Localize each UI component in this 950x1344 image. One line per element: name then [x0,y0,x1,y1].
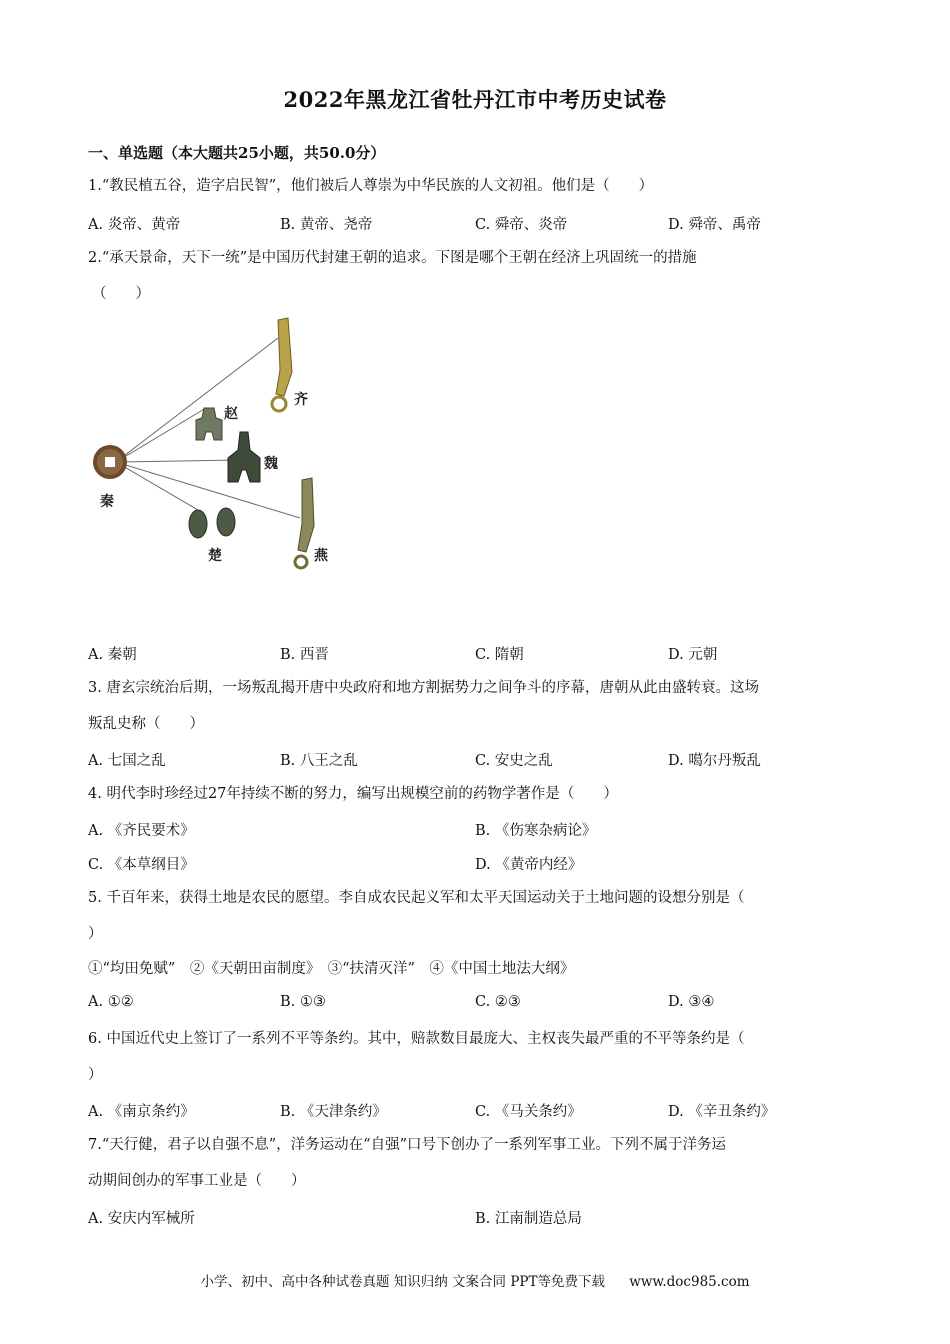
label-zhao: 赵 [224,406,238,422]
q3-option-b: B. 八王之乱 [280,753,358,769]
coin-unification-figure [88,312,358,582]
q1-option-b: B. 黄帝、尧帝 [280,217,373,233]
q4-option-d: D. 《黄帝内经》 [475,857,583,873]
q1-option-c: C. 舜帝、炎帝 [475,217,568,233]
question-4-stem: 4. 明代李时珍经过27年持续不断的努力，编写出规模空前的药物学著作是（ ） [88,786,618,802]
q6-option-a: A. 《南京条约》 [88,1104,195,1120]
footer-text: 小学、初中、高中各种试卷真题 知识归纳 文案合同 PPT等免费下载 [200,1274,605,1290]
q3-option-d: D. 噶尔丹叛乱 [668,753,761,769]
q6-option-b: B. 《天津条约》 [280,1104,387,1120]
label-wei: 魏 [264,456,278,472]
q1-option-d: D. 舜帝、禹帝 [668,217,761,233]
line-to-qi [116,338,278,462]
question-2-stem-cont: （ ） [92,286,150,302]
line-to-wei [116,460,238,462]
wei-spade-coin-icon [228,432,260,482]
q5-option-a: A. ①② [88,994,134,1010]
q5-option-c: C. ②③ [475,994,521,1010]
question-7-stem-cont: 动期间创办的军事工业是（ ） [88,1173,306,1189]
q3-option-a: A. 七国之乱 [88,753,166,769]
q3-option-c: C. 安史之乱 [475,753,553,769]
question-5-stem-cont: ） [88,926,103,942]
q2-option-c: C. 隋朝 [475,647,524,663]
question-5-items: ①“均田免赋” ②《天朝田亩制度》 ③“扶清灭洋” ④《中国土地法大纲》 [88,961,575,977]
q2-option-a: A. 秦朝 [88,647,137,663]
footer-link[interactable]: www.doc985.com [629,1274,750,1290]
label-yan: 燕 [314,548,328,564]
q7-option-b: B. 江南制造总局 [475,1211,582,1227]
question-7-stem: 7.“天行健，君子以自强不息”，洋务运动在“自强”口号下创办了一系列军事工业。下列不属于洋务运 [88,1137,726,1153]
question-1-stem: 1.“教民植五谷，造字启民智”，他们被后人尊崇为中华民族的人文初祖。他们是（ ） [88,178,654,194]
q4-option-a: A. 《齐民要术》 [88,823,195,839]
q2-option-d: D. 元朝 [668,647,718,663]
q2-option-b: B. 西晋 [280,647,329,663]
q6-option-c: C. 《马关条约》 [475,1104,582,1120]
label-qi: 齐 [294,392,308,408]
chu-yibi-coin-icon [189,508,235,538]
yan-knife-coin-icon [295,478,314,568]
qin-banliang-coin-icon [93,445,127,479]
question-3-stem: 3. 唐玄宗统治后期，一场叛乱揭开唐中央政府和地方割据势力之间争斗的序幕，唐朝从此由盛转衰。这场 [88,680,759,696]
line-to-zhao [116,408,206,462]
line-to-chu [116,462,198,510]
q5-option-b: B. ①③ [280,994,326,1010]
page-footer [0,1270,950,1290]
q5-option-d: D. ③④ [668,994,715,1010]
q1-option-a: A. 炎帝、黄帝 [88,217,181,233]
coin-diagram [88,312,358,582]
q4-option-b: B. 《伤寒杂病论》 [475,823,597,839]
q4-option-c: C. 《本草纲目》 [88,857,195,873]
page-title: 2022年黑龙江省牡丹江市中考历史试卷 [283,87,667,112]
section-heading: 一、单选题（本大题共25小题，共50.0分） [88,144,386,162]
question-6-stem-cont: ） [88,1067,103,1083]
question-3-stem-cont: 叛乱史称（ ） [88,716,204,732]
question-2-stem: 2.“承天景命，天下一统”是中国历代封建王朝的追求。下图是哪个王朝在经济上巩固统一的措施 [88,250,697,266]
question-6-stem: 6. 中国近代史上签订了一系列不平等条约。其中，赔款数目最庞大、主权丧失最严重的不平等条约是（ [88,1031,745,1047]
q7-option-a: A. 安庆内军械所 [88,1211,195,1227]
q6-option-d: D. 《辛丑条约》 [668,1104,776,1120]
zhao-spade-coin-icon [196,408,222,440]
label-qin: 秦 [100,494,114,510]
label-chu: 楚 [208,548,222,564]
question-5-stem: 5. 千百年来，获得土地是农民的愿望。李自成农民起义军和太平天国运动关于土地问题的设想分别是（ [88,890,745,906]
qi-knife-coin-icon [272,318,292,411]
